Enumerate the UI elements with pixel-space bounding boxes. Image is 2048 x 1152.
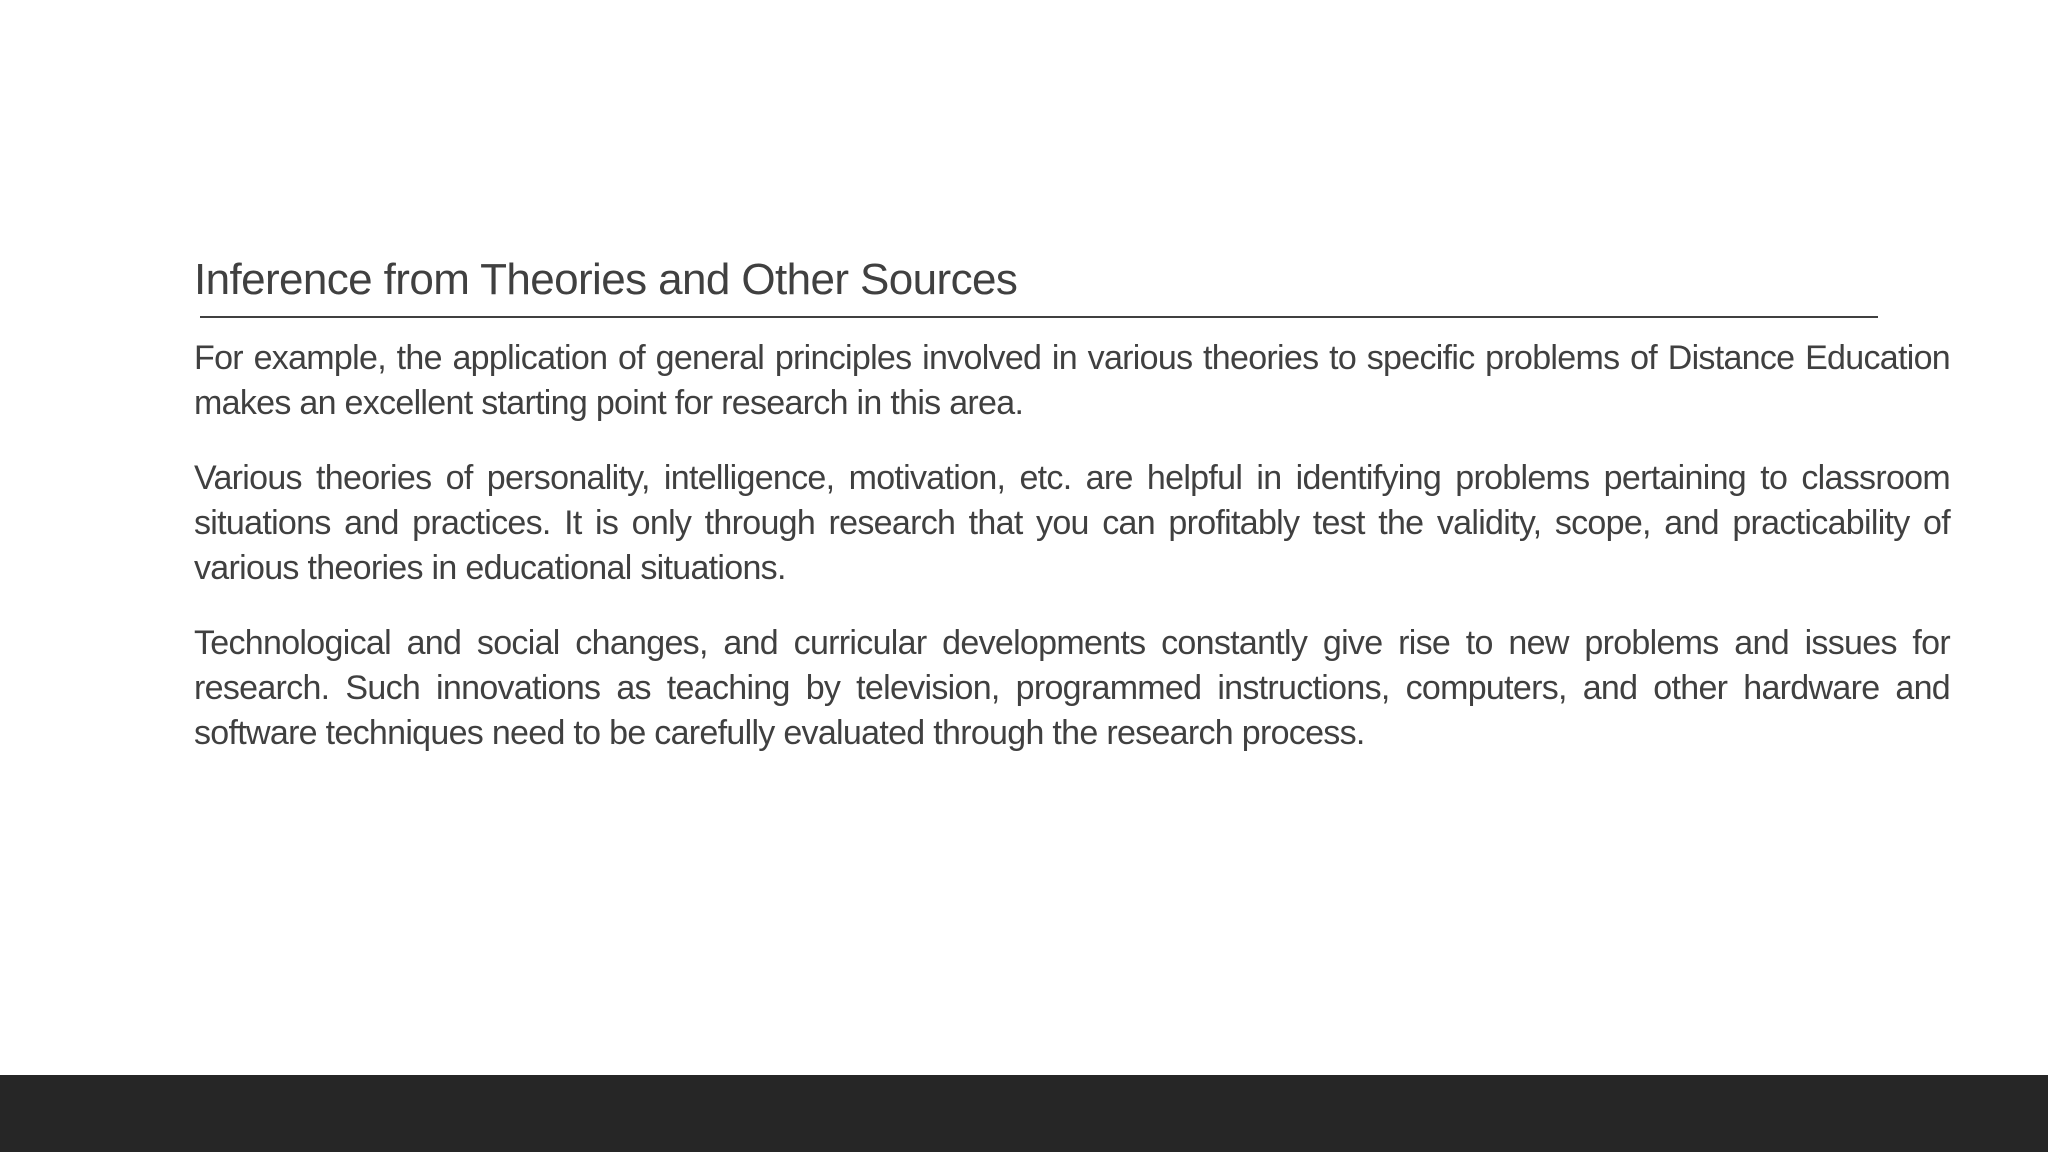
slide-content — [194, 250, 1950, 786]
body-paragraph-3: Technological and social changes, and curricular developments constantly give rise to new problems and issues for research. Such innovations as teaching by television, programmed instructions, computers, and other hardware and software techniques need to be carefully evaluated through the research process. — [194, 624, 1950, 752]
slide-title: Inference from Theories and Other Sources — [194, 255, 1018, 304]
body-paragraph-1: For example, the application of general principles involved in various theories to specific problems of Distance Education makes an excellent starting point for research in this area. — [194, 339, 1950, 422]
footer-band — [0, 1075, 2048, 1152]
body-paragraph-2: Various theories of personality, intelligence, motivation, etc. are helpful in identifying problems pertaining to classroom situations and practices. It is only through research that you can profitably test the validity, scope, and practicability of various theories in educational situations. — [194, 459, 1950, 587]
title-underline — [200, 316, 1878, 318]
